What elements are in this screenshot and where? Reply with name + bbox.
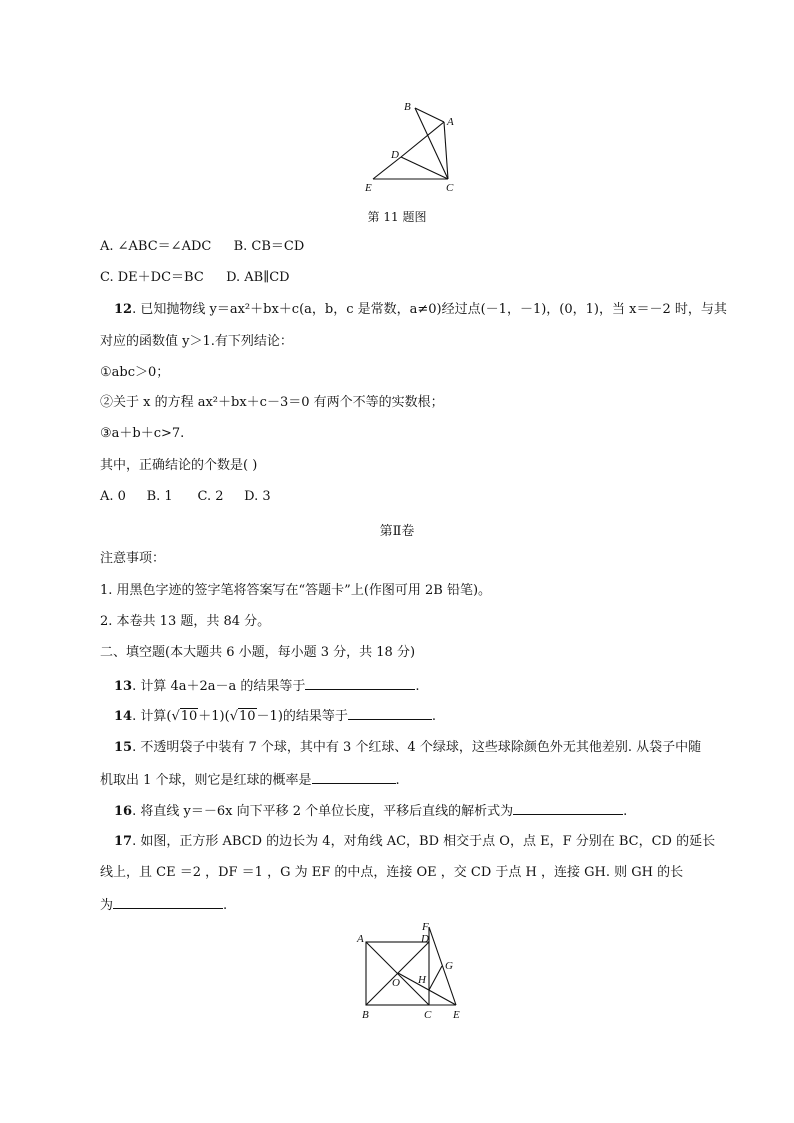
q17-line2: 线上，且 CE ＝2 ，DF ＝1 ，G 为 EF 的中点，连接 OE ，交 CD 于点 H ，连接 GH. 则 GH 的长	[100, 865, 684, 880]
q12-number: 12	[114, 302, 133, 317]
q12-conclusion-2: ②关于 x 的方程 ax²＋bx＋c－3＝0 有两个不等的实数根；	[100, 395, 444, 410]
q17-line1: 17. 如图，正方形 ABCD 的边长为 4，对角线 AC，BD 相交于点 O，点 E，F 分别在 BC，CD 的延长	[114, 834, 716, 849]
label-c: C	[424, 1009, 432, 1021]
q17-number: 17	[114, 834, 133, 849]
label-g: G	[445, 960, 453, 972]
q17-line3: 为 .	[100, 895, 227, 915]
label-b: B	[404, 101, 411, 113]
q15-number: 15	[114, 740, 133, 755]
figure-11	[355, 95, 475, 200]
q11-option-b: B. CB＝CD	[233, 239, 305, 254]
q12-stem-line1: 12. 已知抛物线 y＝ax²＋bx＋c(a，b，c 是常数，a≠0)经过点(－1，－1)，(0，1)，当 x＝－2 时，与其	[114, 302, 727, 317]
q15-line2: 机取出 1 个球，则它是红球的概率是 .	[100, 770, 400, 790]
q13-number: 13	[114, 679, 133, 694]
q12-stem-line2: 对应的函数值 y＞1.有下列结论：	[100, 334, 293, 349]
q14-number: 14	[114, 709, 133, 724]
segment-dc	[401, 157, 448, 179]
q12-question: 其中，正确结论的个数是( )	[100, 458, 258, 473]
label-f: F	[422, 921, 429, 933]
figure-17	[352, 915, 472, 1027]
notice-item-2: 2. 本卷共 13 题，共 84 分。	[100, 614, 271, 629]
segment-oe	[398, 973, 456, 1005]
q17-answer-blank[interactable]	[113, 895, 223, 909]
q11-option-d: D. AB∥CD	[226, 270, 290, 285]
label-a: A	[357, 933, 364, 945]
segment-ba	[415, 108, 444, 122]
notice-item-1: 1. 用黑色字迹的签字笔将答案写在“答题卡”上(作图可用 2B 铅笔)。	[100, 583, 492, 598]
q13: 13. 计算 4a＋2a－a 的结果等于 .	[114, 676, 420, 696]
q13-answer-blank[interactable]	[305, 676, 415, 690]
label-e: E	[365, 182, 372, 194]
figure-11-caption: 第 11 题图	[367, 210, 427, 224]
section-fill-in-blank: 二、填空题(本大题共 6 小题，每小题 3 分，共 18 分)	[100, 645, 416, 660]
q15-line1: 15. 不透明袋子中装有 7 个球，其中有 3 个红球、4 个绿球，这些球除颜色外无其他差别. 从袋子中随	[114, 740, 702, 755]
q15-answer-blank[interactable]	[312, 770, 396, 784]
segment-ad	[401, 122, 444, 157]
q16-number: 16	[114, 804, 133, 819]
q11-options-row1	[100, 238, 304, 256]
q11-option-a: A. ∠ABC＝∠ADC	[100, 239, 212, 254]
q16-answer-blank[interactable]	[513, 801, 623, 815]
q12-conclusion-3: ③a＋b＋c>7.	[100, 426, 185, 441]
q12-conclusion-1: ①abc＞0；	[100, 365, 170, 380]
q11-option-c: C. DE＋DC＝BC	[100, 270, 204, 285]
segment-bc	[415, 108, 448, 179]
label-e: E	[453, 1009, 460, 1021]
label-a: A	[447, 116, 454, 128]
label-d: D	[391, 149, 399, 161]
label-b: B	[362, 1009, 369, 1021]
segment-gh	[429, 966, 442, 990]
part2-title: 第Ⅱ卷	[379, 524, 415, 539]
label-d: D	[421, 933, 429, 945]
label-h: H	[418, 974, 426, 986]
label-c: C	[446, 182, 454, 194]
q14: 14. 计算(√10＋1)(√10－1)的结果等于 .	[114, 706, 436, 726]
q16: 16. 将直线 y＝－6x 向下平移 2 个单位长度，平移后直线的解析式为 .	[114, 801, 627, 821]
q11-options-row2	[100, 269, 290, 287]
q14-answer-blank[interactable]	[348, 706, 432, 720]
q12-options: A. 0 B. 1 C. 2 D. 3	[100, 489, 271, 504]
notice-heading: 注意事项：	[100, 551, 166, 566]
label-o: O	[392, 977, 400, 989]
